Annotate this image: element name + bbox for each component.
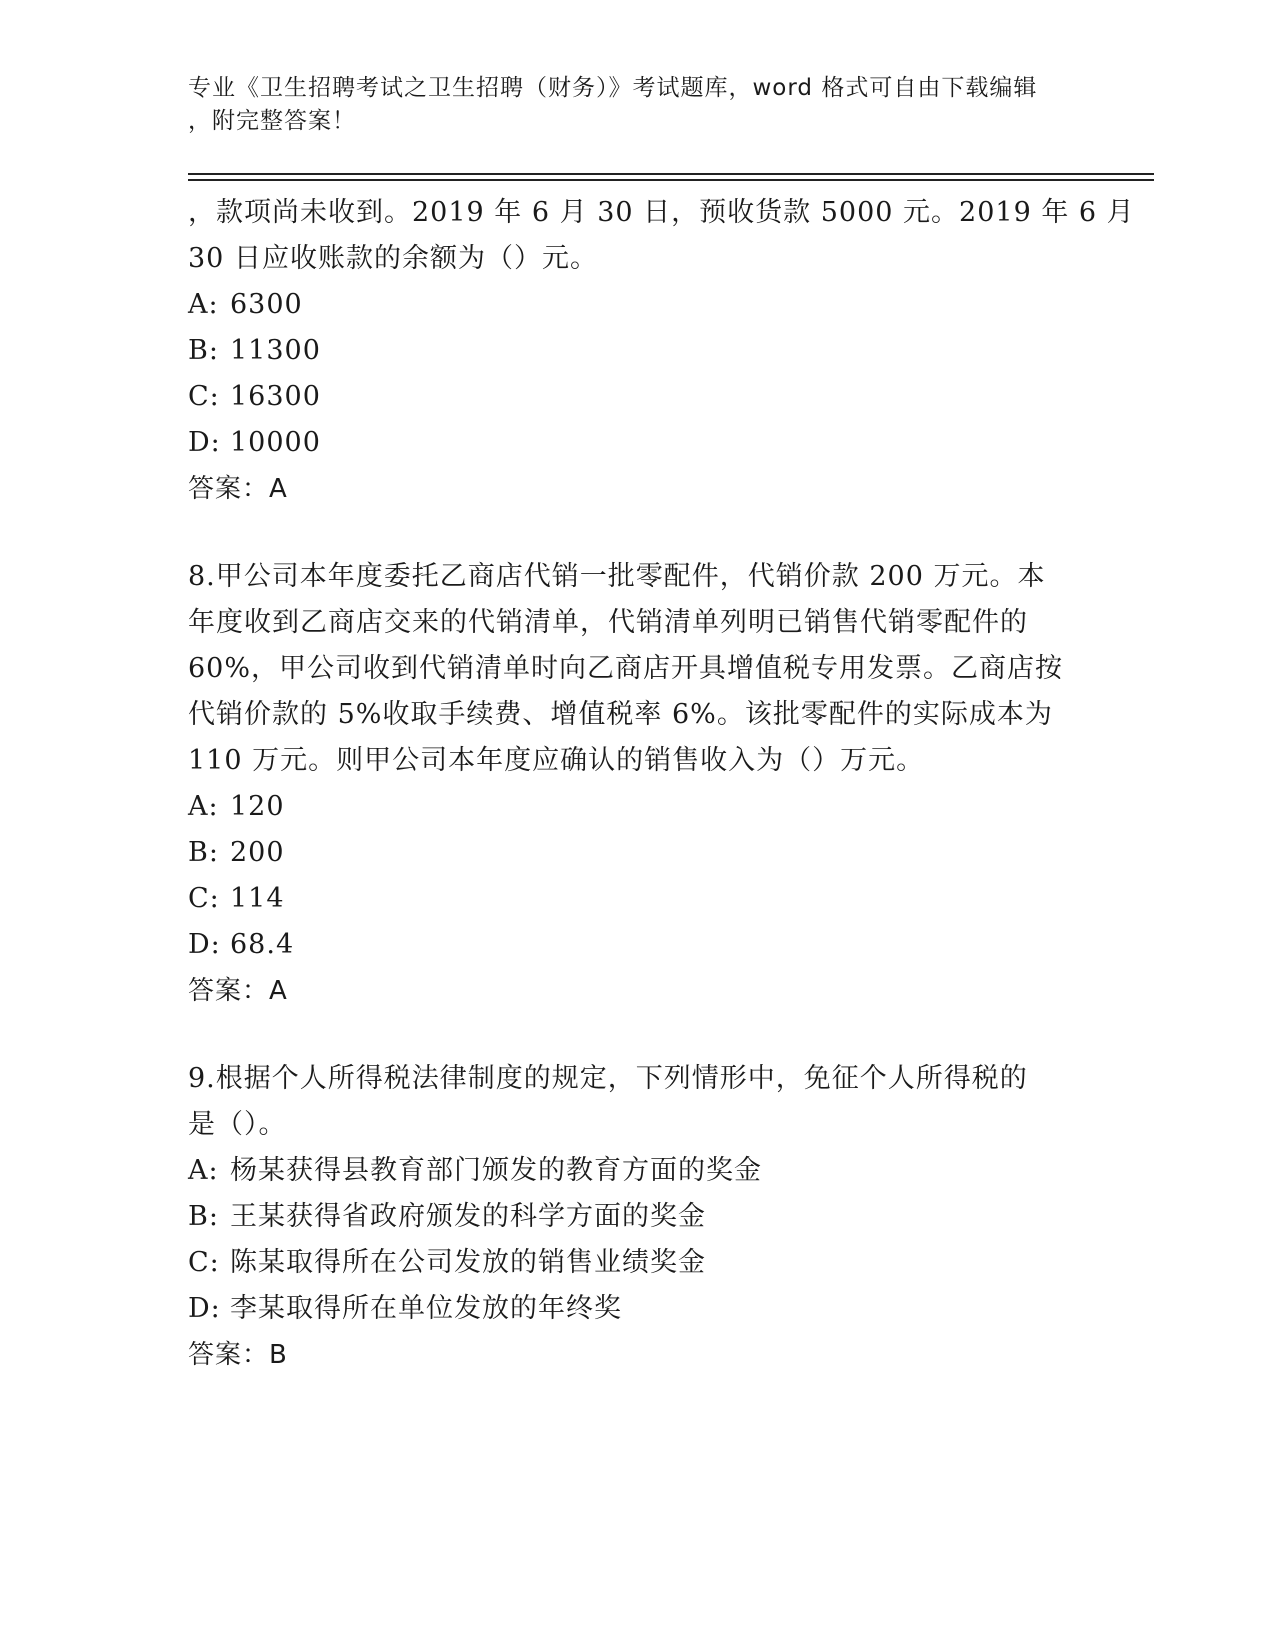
- option-b: [188, 830, 1088, 876]
- option-text: 16300: [230, 381, 321, 412]
- option-text: 11300: [230, 335, 321, 366]
- question-list: [188, 190, 1135, 1378]
- option-label: A:: [188, 289, 219, 320]
- header-divider-bottom: [188, 179, 1154, 181]
- question-stem-line: 9.根据个人所得税法律制度的规定，下列情形中，免征个人所得税的: [188, 1063, 1028, 1094]
- option-label: B:: [188, 1201, 219, 1232]
- option-label: C:: [188, 381, 220, 412]
- option-text: 陈某取得所在公司发放的销售业绩奖金: [230, 1247, 706, 1278]
- option-text: 68.4: [230, 929, 295, 960]
- option-a: [188, 784, 1088, 830]
- question-stem-line: 是（）。: [188, 1109, 287, 1140]
- answer-line: 答案：A: [188, 474, 288, 504]
- option-label: D:: [188, 427, 221, 458]
- answer-line: 答案：A: [188, 976, 288, 1006]
- question-stem-line: 60%，甲公司收到代销清单时向乙商店开具增值税专用发票。乙商店按: [188, 653, 1064, 684]
- question-stem-line: 30 日应收账款的余额为（）元。: [188, 243, 598, 274]
- option-d: [188, 420, 1088, 466]
- option-label: B:: [188, 837, 219, 868]
- option-a: [188, 282, 1088, 328]
- question-7: [188, 190, 1135, 512]
- option-text: 120: [230, 791, 285, 822]
- option-label: D:: [188, 929, 221, 960]
- option-b: [188, 1194, 1088, 1240]
- option-text: 6300: [230, 289, 303, 320]
- option-label: A:: [188, 1155, 219, 1186]
- question-stem-line: 8.甲公司本年度委托乙商店代销一批零配件，代销价款 200 万元。本: [188, 561, 1046, 592]
- option-d: [188, 1286, 1088, 1332]
- option-c: [188, 876, 1088, 922]
- option-b: [188, 328, 1088, 374]
- question-8: [188, 554, 1088, 1014]
- option-text: 10000: [230, 427, 321, 458]
- question-9: [188, 1056, 1088, 1378]
- header-line-2: ，附完整答案！: [188, 108, 356, 134]
- option-label: C:: [188, 883, 220, 914]
- question-stem-line: ，款项尚未收到。2019 年 6 月 30 日，预收货款 5000 元。2019 年 6 月: [188, 197, 1135, 228]
- option-text: 王某获得省政府颁发的科学方面的奖金: [230, 1201, 706, 1232]
- option-label: A:: [188, 791, 219, 822]
- answer-line: 答案：B: [188, 1340, 288, 1370]
- option-c: [188, 374, 1088, 420]
- option-text: 李某取得所在单位发放的年终奖: [230, 1293, 622, 1324]
- option-label: C:: [188, 1247, 220, 1278]
- option-text: 114: [230, 883, 285, 914]
- option-text: 200: [230, 837, 285, 868]
- option-c: [188, 1240, 1088, 1286]
- question-spacer: [188, 1014, 1088, 1056]
- question-spacer: [188, 512, 1088, 554]
- option-a: [188, 1148, 1088, 1194]
- option-d: [188, 922, 1088, 968]
- document-header: [188, 72, 1068, 138]
- header-divider-top: [188, 173, 1154, 175]
- option-text: 杨某获得县教育部门颁发的教育方面的奖金: [230, 1155, 762, 1186]
- question-stem-line: 代销价款的 5%收取手续费、增值税率 6%。该批零配件的实际成本为: [188, 699, 1053, 730]
- question-stem-line: 110 万元。则甲公司本年度应确认的销售收入为（）万元。: [188, 745, 925, 776]
- option-label: D:: [188, 1293, 221, 1324]
- option-label: B:: [188, 335, 219, 366]
- header-line-1: 专业《卫生招聘考试之卫生招聘（财务）》考试题库，word 格式可自由下载编辑: [188, 75, 1038, 101]
- question-stem-line: 年度收到乙商店交来的代销清单，代销清单列明已销售代销零配件的: [188, 607, 1028, 638]
